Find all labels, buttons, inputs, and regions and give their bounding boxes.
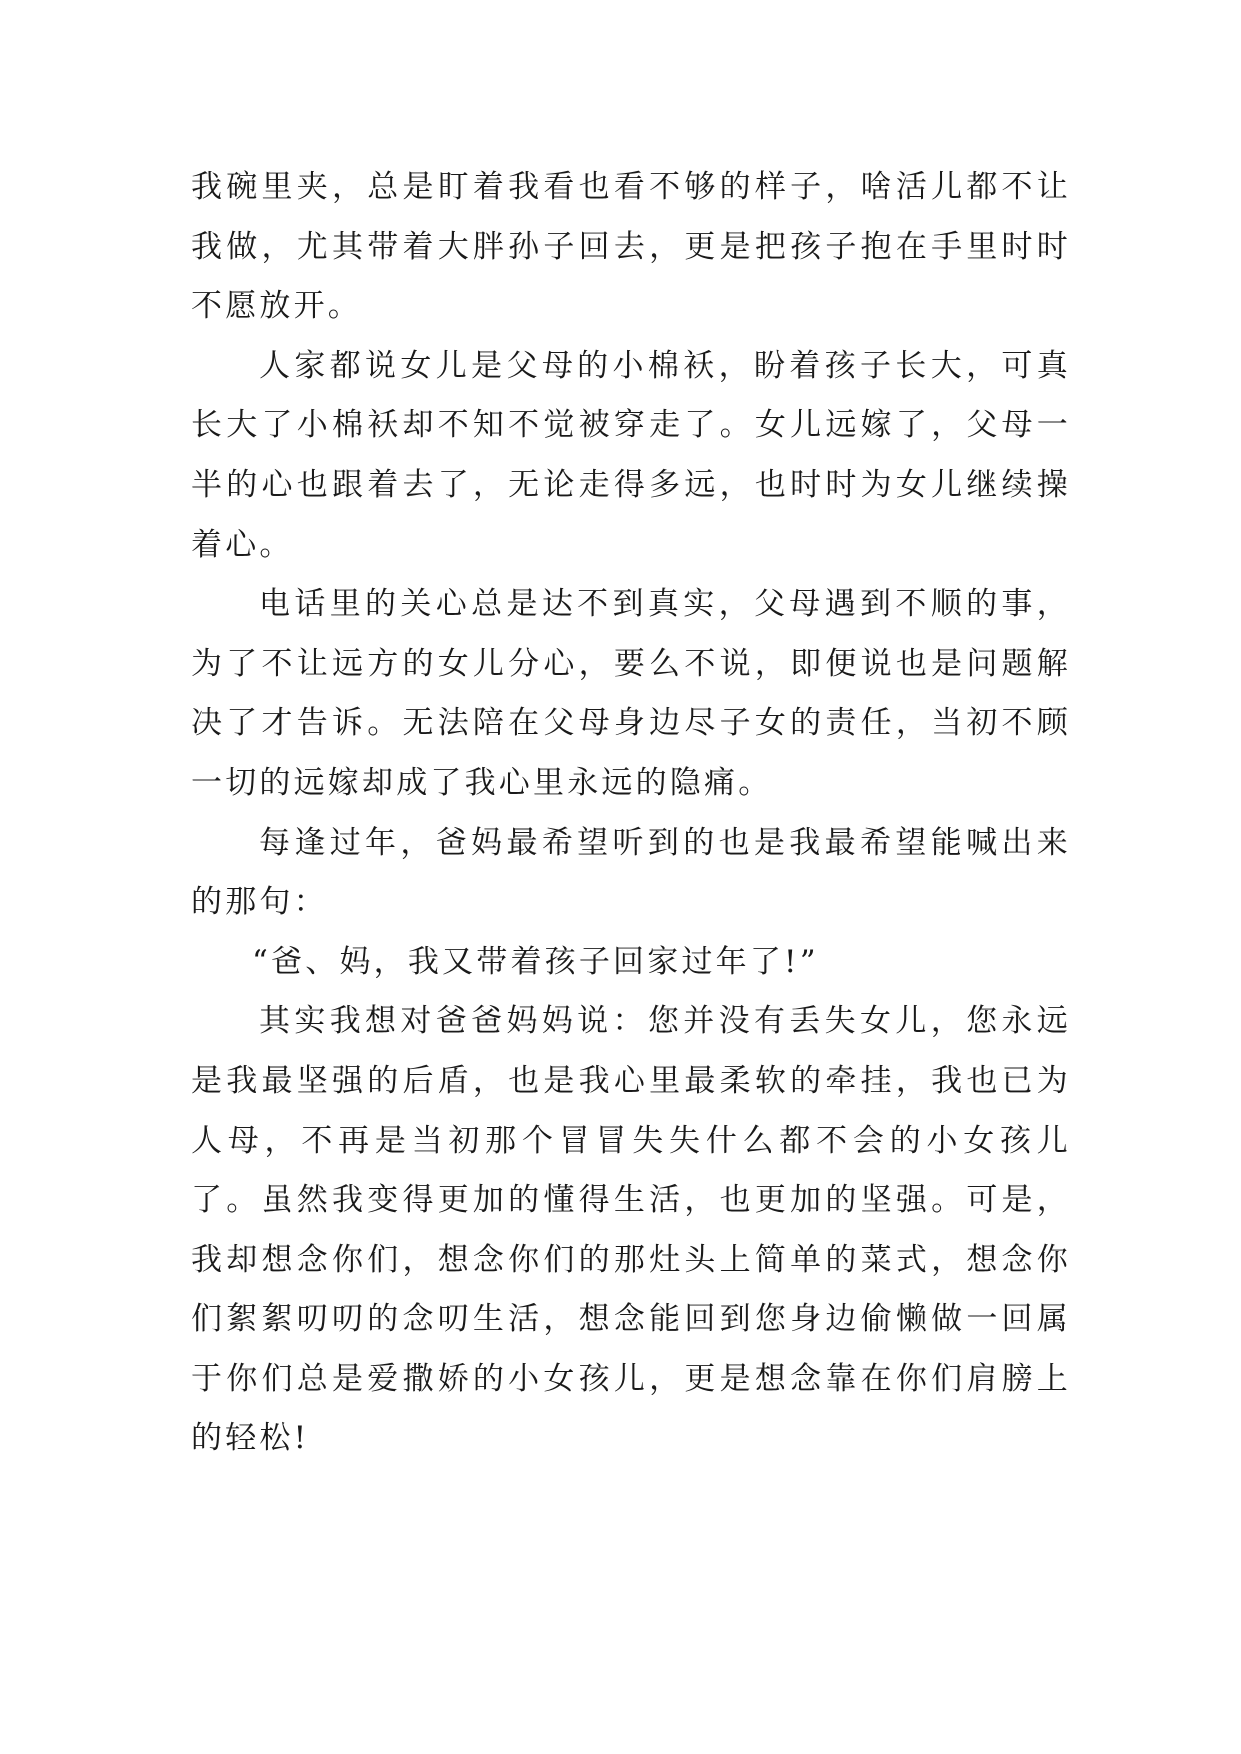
quoted-line: “爸、妈，我又带着孩子回家过年了!” <box>252 943 819 980</box>
paragraph: 电话里的关心总是达不到真实，父母遇到不顺的事，为了不让远方的女儿分心，要么不说，即便说也是问题解决了才告诉。无法陪在父母身边尽子女的责任，当初不顾一切的远嫁却成了我心里永远的隐痛。 <box>191 586 1071 801</box>
paragraph-continued: 我碗里夹，总是盯着我看也看不够的样子，啥活儿都不让我做，尤其带着大胖孙子回去，更是把孩子抱在手里时时不愿放开。 <box>191 169 1071 325</box>
paragraph: 人家都说女儿是父母的小棉袄，盼着孩子长大，可真长大了小棉袄却不知不觉被穿走了。女儿远嫁了，父母一半的心也跟着去了，无论走得多远，也时时为女儿继续操着心。 <box>191 347 1071 563</box>
paragraph: 其实我想对爸爸妈妈说：您并没有丢失女儿，您永远是我最坚强的后盾，也是我心里最柔软的牵挂，我也已为人母，不再是当初那个冒冒失失什么都不会的小女孩儿了。虽然我变得更加的懂得生活，也更加的坚强。可是，我却想念你们，想念你们的那灶头上简单的菜式，想念你们絮絮叨叨的念叨生活，想念能回到您身边偷懒做一回属于你们总是爱撒娇的小女孩儿，更是想念靠在你们肩膀上的轻松! <box>191 1003 1071 1457</box>
paragraph: 每逢过年，爸妈最希望听到的也是我最希望能喊出来的那句： <box>191 824 1071 921</box>
document-body <box>191 158 1071 1469</box>
